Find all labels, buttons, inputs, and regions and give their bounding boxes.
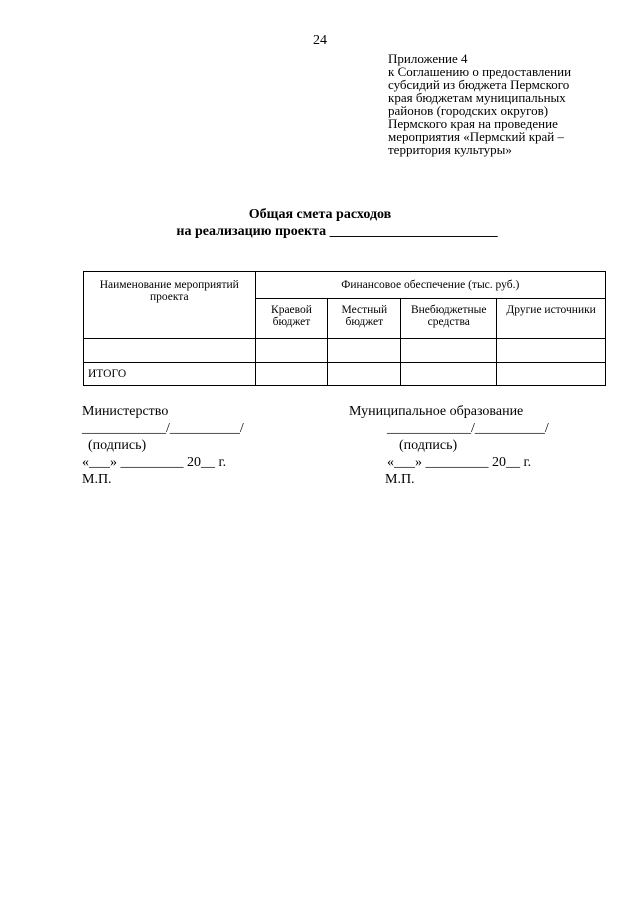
appendix-line: к Соглашению о предоставлении: [388, 64, 572, 79]
subheader-extrabudgetary: Внебюджетные средства: [401, 299, 497, 339]
budget-table: [83, 271, 606, 386]
signature-date: «___» _________ 20__ г.: [387, 455, 532, 470]
subheader-other-sources: Другие источники: [497, 299, 606, 339]
page-number: 24: [313, 33, 327, 48]
title-line: Общая смета расходов: [248, 207, 392, 222]
table-total-row: [84, 363, 606, 386]
signature-caption: (подпись): [88, 438, 147, 453]
table-cell[interactable]: [401, 363, 497, 386]
document-title: [0, 206, 640, 240]
subheader-regional-budget: Краевой бюджет: [255, 299, 328, 339]
table-row: [84, 339, 606, 363]
table-cell[interactable]: [328, 339, 401, 363]
table-cell[interactable]: [401, 339, 497, 363]
appendix-line: мероприятия «Пермский край –: [388, 129, 564, 144]
signature-caption: (подпись): [399, 438, 458, 453]
table-cell[interactable]: [255, 363, 328, 386]
appendix-line: края бюджетам муниципальных: [388, 90, 566, 105]
appendix-line: районов (городских округов): [388, 103, 549, 118]
title-project-line: на реализацию проекта ________________________: [176, 224, 498, 239]
signature-line: ____________/__________/: [82, 421, 244, 436]
appendix-line: территория культуры»: [388, 142, 512, 157]
signature-date: «___» _________ 20__ г.: [82, 455, 227, 470]
signature-org: Министерство: [82, 404, 169, 419]
signature-org: Муниципальное образование: [349, 404, 524, 419]
signature-block-ministry: [82, 403, 244, 488]
subheader-local-budget: Местный бюджет: [328, 299, 401, 339]
appendix-line: Пермского края на проведение: [388, 116, 558, 131]
appendix-line: субсидий из бюджета Пермского: [388, 77, 570, 92]
signature-line: ____________/__________/: [387, 421, 549, 436]
table-cell[interactable]: [497, 339, 606, 363]
table-cell[interactable]: [328, 363, 401, 386]
appendix-line: Приложение 4: [388, 51, 468, 66]
table-header-row: [84, 272, 606, 299]
table-cell[interactable]: [255, 339, 328, 363]
table-cell[interactable]: [84, 339, 256, 363]
table-cell[interactable]: [497, 363, 606, 386]
header-financing: Финансовое обеспечение (тыс. руб.): [255, 272, 605, 299]
signature-stamp: М.П.: [82, 472, 112, 487]
signature-block-municipality: [349, 403, 549, 488]
total-label: ИТОГО: [84, 363, 256, 386]
appendix-note: [388, 52, 618, 156]
header-activity-name: Наименование мероприятий проекта: [84, 272, 256, 339]
signature-stamp: М.П.: [385, 472, 415, 487]
